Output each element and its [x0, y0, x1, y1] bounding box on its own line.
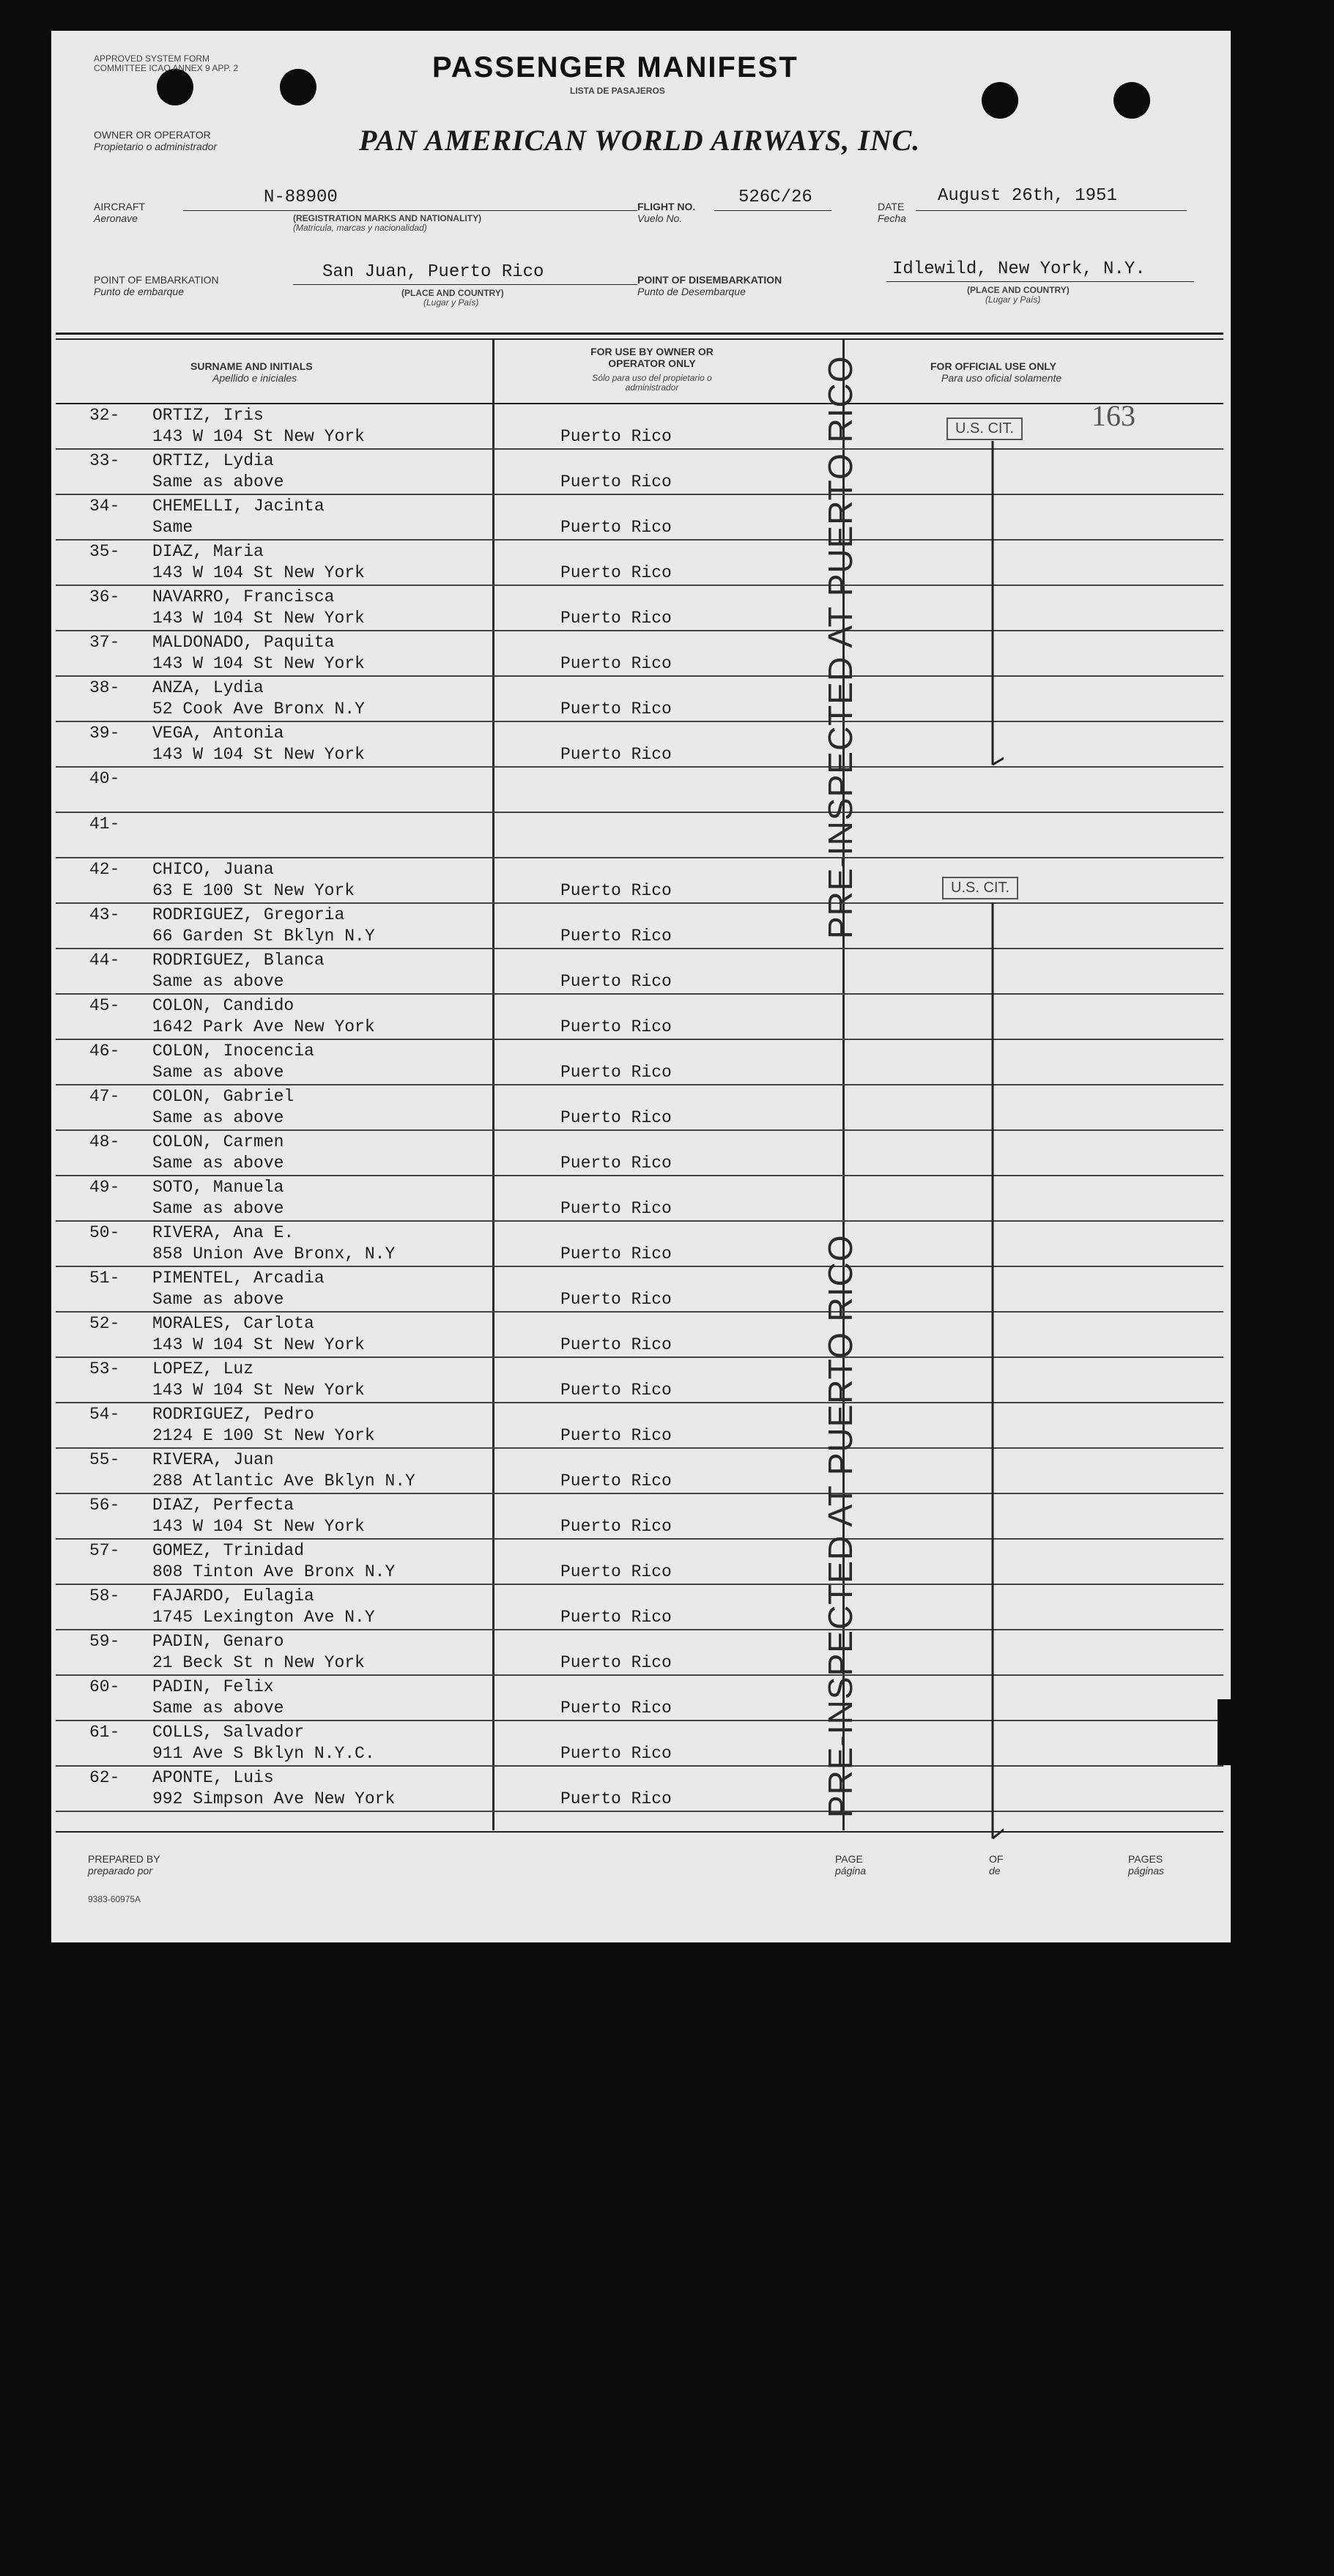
- passenger-name: CHEMELLI, Jacinta: [152, 497, 325, 516]
- passenger-address: 143 W 104 St New York: [152, 745, 365, 764]
- passenger-number: 34-: [89, 497, 120, 516]
- passenger-name: RODRIGUEZ, Pedro: [152, 1405, 314, 1424]
- passenger-address: 288 Atlantic Ave Bklyn N.Y: [152, 1471, 415, 1491]
- passenger-name: NAVARRO, Francisca: [152, 587, 335, 606]
- pre-inspected-stamp: PRE-INSPECTED AT PUERTO RICO: [821, 1234, 859, 1818]
- embarkation-value: San Juan, Puerto Rico: [322, 262, 544, 282]
- pages-label-es: páginas: [1128, 1865, 1165, 1877]
- owner-label: OWNER OR OPERATOR: [94, 129, 211, 141]
- passenger-name: RODRIGUEZ, Gregoria: [152, 905, 345, 924]
- passenger-number: 35-: [89, 542, 120, 561]
- passenger-name: RIVERA, Ana E.: [152, 1223, 294, 1242]
- table-row: [51, 404, 1223, 450]
- passenger-address: 992 Simpson Ave New York: [152, 1789, 396, 1808]
- table-row: [51, 677, 1223, 722]
- us-citizen-stamp: U.S. CIT.: [946, 417, 1023, 440]
- passenger-number: 40-: [89, 769, 120, 788]
- passenger-address: 858 Union Ave Bronx, N.Y: [152, 1244, 396, 1263]
- passenger-address: Same as above: [152, 1290, 284, 1309]
- form-number: 9383-60975A: [88, 1894, 141, 1904]
- passenger-origin: Puerto Rico: [560, 427, 672, 446]
- table-row: [51, 450, 1223, 495]
- table-row: [51, 1494, 1223, 1540]
- passenger-number: 39-: [89, 724, 120, 743]
- table-row: [51, 1040, 1223, 1085]
- table-row: [51, 1267, 1223, 1313]
- table-row: [51, 586, 1223, 631]
- passenger-origin: Puerto Rico: [560, 1063, 672, 1082]
- passenger-number: 44-: [89, 951, 120, 970]
- passenger-name: COLON, Candido: [152, 996, 294, 1015]
- passenger-number: 61-: [89, 1723, 120, 1742]
- passenger-address: 143 W 104 St New York: [152, 563, 365, 582]
- passenger-address: 911 Ave S Bklyn N.Y.C.: [152, 1744, 375, 1763]
- disembarkation-label: POINT OF DISEMBARKATION: [637, 274, 782, 286]
- page-title: PASSENGER MANIFEST: [432, 51, 798, 83]
- passenger-origin: Puerto Rico: [560, 1699, 672, 1718]
- passenger-name: MORALES, Carlota: [152, 1314, 314, 1333]
- table-row: [51, 1676, 1223, 1721]
- disembarkation-label-es: Punto de Desembarque: [637, 286, 746, 297]
- passenger-address: 1642 Park Ave New York: [152, 1017, 375, 1036]
- passenger-address: Same as above: [152, 972, 284, 991]
- table-row: [51, 541, 1223, 586]
- table-row: [51, 768, 1223, 813]
- passenger-name: APONTE, Luis: [152, 1768, 274, 1787]
- row-rule: [56, 1811, 1223, 1812]
- passenger-address: 2124 E 100 St New York: [152, 1426, 375, 1445]
- punch-hole: [1113, 82, 1150, 119]
- page-label-es: página: [835, 1865, 867, 1877]
- passenger-number: 54-: [89, 1405, 120, 1424]
- passenger-address: 66 Garden St Bklyn N.Y: [152, 927, 375, 946]
- col-header-surname: SURNAME AND INITIALS: [190, 360, 313, 372]
- page-stamp-number: 163: [1092, 399, 1135, 432]
- passenger-address: 143 W 104 St New York: [152, 1381, 365, 1400]
- passenger-address: 143 W 104 St New York: [152, 1517, 365, 1536]
- passenger-origin: Puerto Rico: [560, 1744, 672, 1763]
- passenger-number: 32-: [89, 406, 120, 425]
- passenger-address: 21 Beck St n New York: [152, 1653, 365, 1672]
- passenger-name: PADIN, Felix: [152, 1677, 274, 1696]
- passenger-number: 59-: [89, 1632, 120, 1651]
- passenger-address: 63 E 100 St New York: [152, 881, 355, 900]
- passenger-address: Same as above: [152, 1063, 284, 1082]
- passenger-origin: Puerto Rico: [560, 518, 672, 537]
- passenger-origin: Puerto Rico: [560, 1608, 672, 1627]
- table-row: [51, 949, 1223, 995]
- passenger-origin: Puerto Rico: [560, 1653, 672, 1672]
- col-header-operator: FOR USE BY OWNER OR OPERATOR ONLY: [590, 346, 714, 369]
- passenger-address: 808 Tinton Ave Bronx N.Y: [152, 1562, 396, 1581]
- pre-inspected-stamp: PRE-INSPECTED AT PUERTO RICO: [821, 355, 859, 939]
- bracket-lines: [916, 441, 1004, 1906]
- flight-label: FLIGHT NO.: [637, 201, 696, 212]
- binder-tab: [1218, 1699, 1231, 1765]
- aircraft-value: N-88900: [264, 188, 338, 207]
- passenger-origin: Puerto Rico: [560, 1199, 672, 1218]
- passenger-name: DIAZ, Maria: [152, 542, 264, 561]
- table-row: [51, 722, 1223, 768]
- passenger-name: RIVERA, Juan: [152, 1450, 274, 1469]
- passenger-number: 46-: [89, 1042, 120, 1061]
- passenger-number: 37-: [89, 633, 120, 652]
- passenger-number: 42-: [89, 860, 120, 879]
- passenger-name: FAJARDO, Eulagia: [152, 1586, 314, 1606]
- table-row: [51, 1630, 1223, 1676]
- passenger-name: COLON, Inocencia: [152, 1042, 314, 1061]
- passenger-number: 51-: [89, 1269, 120, 1288]
- passenger-origin: Puerto Rico: [560, 699, 672, 719]
- passenger-name: CHICO, Juana: [152, 860, 274, 879]
- of-label: OF: [989, 1853, 1004, 1865]
- owner-label-es: Propietario o administrador: [94, 141, 218, 152]
- table-row: [51, 1176, 1223, 1222]
- passenger-number: 48-: [89, 1132, 120, 1151]
- table-row: [51, 1449, 1223, 1494]
- passenger-address: 52 Cook Ave Bronx N.Y: [152, 699, 365, 719]
- registration-note: (REGISTRATION MARKS AND NATIONALITY): [293, 213, 482, 223]
- passenger-number: 62-: [89, 1768, 120, 1787]
- passenger-number: 38-: [89, 678, 120, 697]
- passenger-number: 41-: [89, 814, 120, 834]
- table-row: [51, 904, 1223, 949]
- passenger-name: ANZA, Lydia: [152, 678, 264, 697]
- passenger-origin: Puerto Rico: [560, 1517, 672, 1536]
- passenger-table: [51, 404, 1223, 1833]
- punch-hole: [280, 69, 316, 105]
- passenger-address: Same as above: [152, 1199, 284, 1218]
- passenger-origin: Puerto Rico: [560, 1381, 672, 1400]
- passenger-address: 143 W 104 St New York: [152, 427, 365, 446]
- passenger-origin: Puerto Rico: [560, 1562, 672, 1581]
- passenger-origin: Puerto Rico: [560, 1335, 672, 1354]
- embarkation-label: POINT OF EMBARKATION: [94, 274, 219, 286]
- of-label-es: de: [989, 1865, 1001, 1877]
- col-header-official: FOR OFFICIAL USE ONLY: [930, 360, 1056, 372]
- prepared-by-label: PREPARED BY: [88, 1853, 160, 1865]
- table-row: [51, 1358, 1223, 1403]
- passenger-address: Same as above: [152, 1699, 284, 1718]
- embarkation-label-es: Punto de embarque: [94, 286, 184, 297]
- passenger-name: PIMENTEL, Arcadia: [152, 1269, 325, 1288]
- table-row: [51, 1767, 1223, 1812]
- passenger-name: COLLS, Salvador: [152, 1723, 305, 1742]
- passenger-origin: Puerto Rico: [560, 654, 672, 673]
- table-row: [51, 1313, 1223, 1358]
- passenger-number: 57-: [89, 1541, 120, 1560]
- passenger-name: ORTIZ, Lydia: [152, 451, 274, 470]
- passenger-name: VEGA, Antonia: [152, 724, 284, 743]
- punch-hole: [982, 82, 1018, 119]
- punch-hole: [157, 69, 193, 105]
- passenger-name: GOMEZ, Trinidad: [152, 1541, 305, 1560]
- page-title-es: LISTA DE PASAJEROS: [570, 86, 665, 96]
- passenger-origin: Puerto Rico: [560, 1471, 672, 1491]
- passenger-number: 36-: [89, 587, 120, 606]
- date-label: DATE: [878, 201, 905, 212]
- passenger-number: 60-: [89, 1677, 120, 1696]
- table-row: [51, 858, 1223, 904]
- flight-value: 526C/26: [738, 188, 812, 207]
- passenger-address: 1745 Lexington Ave N.Y: [152, 1608, 375, 1627]
- passenger-number: 52-: [89, 1314, 120, 1333]
- passenger-origin: Puerto Rico: [560, 1244, 672, 1263]
- passenger-origin: Puerto Rico: [560, 927, 672, 946]
- table-row: [51, 1540, 1223, 1585]
- registration-note-es: (Matricula, marcas y nacionalidad): [293, 223, 427, 233]
- passenger-name: COLON, Carmen: [152, 1132, 284, 1151]
- passenger-name: RODRIGUEZ, Blanca: [152, 951, 325, 970]
- passenger-origin: Puerto Rico: [560, 1017, 672, 1036]
- passenger-name: PADIN, Genaro: [152, 1632, 284, 1651]
- table-row: [51, 1403, 1223, 1449]
- passenger-origin: Puerto Rico: [560, 1154, 672, 1173]
- passenger-origin: Puerto Rico: [560, 1426, 672, 1445]
- passenger-number: 50-: [89, 1223, 120, 1242]
- passenger-number: 56-: [89, 1496, 120, 1515]
- table-row: [51, 1721, 1223, 1767]
- passenger-origin: Puerto Rico: [560, 972, 672, 991]
- passenger-number: 49-: [89, 1178, 120, 1197]
- passenger-origin: Puerto Rico: [560, 745, 672, 764]
- table-row: [51, 631, 1223, 677]
- passenger-name: COLON, Gabriel: [152, 1087, 294, 1106]
- passenger-address: 143 W 104 St New York: [152, 1335, 365, 1354]
- passenger-address: 143 W 104 St New York: [152, 609, 365, 628]
- passenger-name: LOPEZ, Luz: [152, 1359, 254, 1378]
- table-row: [51, 1222, 1223, 1267]
- table-row: [51, 813, 1223, 858]
- passenger-name: SOTO, Manuela: [152, 1178, 284, 1197]
- passenger-origin: Puerto Rico: [560, 1789, 672, 1808]
- passenger-address: Same as above: [152, 1154, 284, 1173]
- approved-note: APPROVED SYSTEM FORM COMMITTEE ICAO ANNEX 9 APP. 2: [94, 53, 239, 73]
- flight-label-es: Vuelo No.: [637, 212, 683, 224]
- airline-name: PAN AMERICAN WORLD AIRWAYS, INC.: [359, 124, 921, 157]
- passenger-origin: Puerto Rico: [560, 1290, 672, 1309]
- place-note-2: (PLACE AND COUNTRY): [967, 285, 1070, 295]
- manifest-sheet: [51, 31, 1231, 1942]
- us-citizen-stamp: U.S. CIT.: [942, 877, 1018, 899]
- passenger-address: Same: [152, 518, 193, 537]
- passenger-address: 143 W 104 St New York: [152, 654, 365, 673]
- passenger-name: DIAZ, Perfecta: [152, 1496, 294, 1515]
- passenger-origin: Puerto Rico: [560, 881, 672, 900]
- passenger-number: 58-: [89, 1586, 120, 1606]
- passenger-number: 33-: [89, 451, 120, 470]
- col-header-surname-es: Apellido e iniciales: [212, 372, 297, 384]
- passenger-name: MALDONADO, Paquita: [152, 633, 335, 652]
- table-row: [51, 495, 1223, 541]
- aircraft-label-es: Aeronave: [94, 212, 138, 224]
- aircraft-label: AIRCRAFT: [94, 201, 145, 212]
- passenger-number: 43-: [89, 905, 120, 924]
- pages-label: PAGES: [1128, 1853, 1163, 1865]
- disembarkation-value: Idlewild, New York, N.Y.: [892, 259, 1146, 279]
- page-label: PAGE: [835, 1853, 863, 1865]
- passenger-name: ORTIZ, Iris: [152, 406, 264, 425]
- table-row: [51, 1131, 1223, 1176]
- passenger-number: 47-: [89, 1087, 120, 1106]
- passenger-address: Same as above: [152, 472, 284, 491]
- col-header-official-es: Para uso oficial solamente: [941, 372, 1062, 384]
- passenger-origin: Puerto Rico: [560, 609, 672, 628]
- place-note: (PLACE AND COUNTRY): [401, 288, 504, 298]
- passenger-origin: Puerto Rico: [560, 472, 672, 491]
- passenger-number: 55-: [89, 1450, 120, 1469]
- passenger-origin: Puerto Rico: [560, 1108, 672, 1127]
- passenger-origin: Puerto Rico: [560, 563, 672, 582]
- date-value: August 26th, 1951: [938, 186, 1117, 206]
- place-note-es: (Lugar y País): [423, 297, 479, 308]
- prepared-by-label-es: preparado por: [88, 1865, 152, 1877]
- passenger-number: 45-: [89, 996, 120, 1015]
- table-row: [51, 1085, 1223, 1131]
- place-note-2-es: (Lugar y País): [985, 294, 1041, 305]
- passenger-number: 53-: [89, 1359, 120, 1378]
- col-header-operator-es: Sólo para uso del propietario o administrador: [592, 373, 712, 393]
- passenger-address: Same as above: [152, 1108, 284, 1127]
- table-row: [51, 1585, 1223, 1630]
- date-label-es: Fecha: [878, 212, 906, 224]
- table-row: [51, 995, 1223, 1040]
